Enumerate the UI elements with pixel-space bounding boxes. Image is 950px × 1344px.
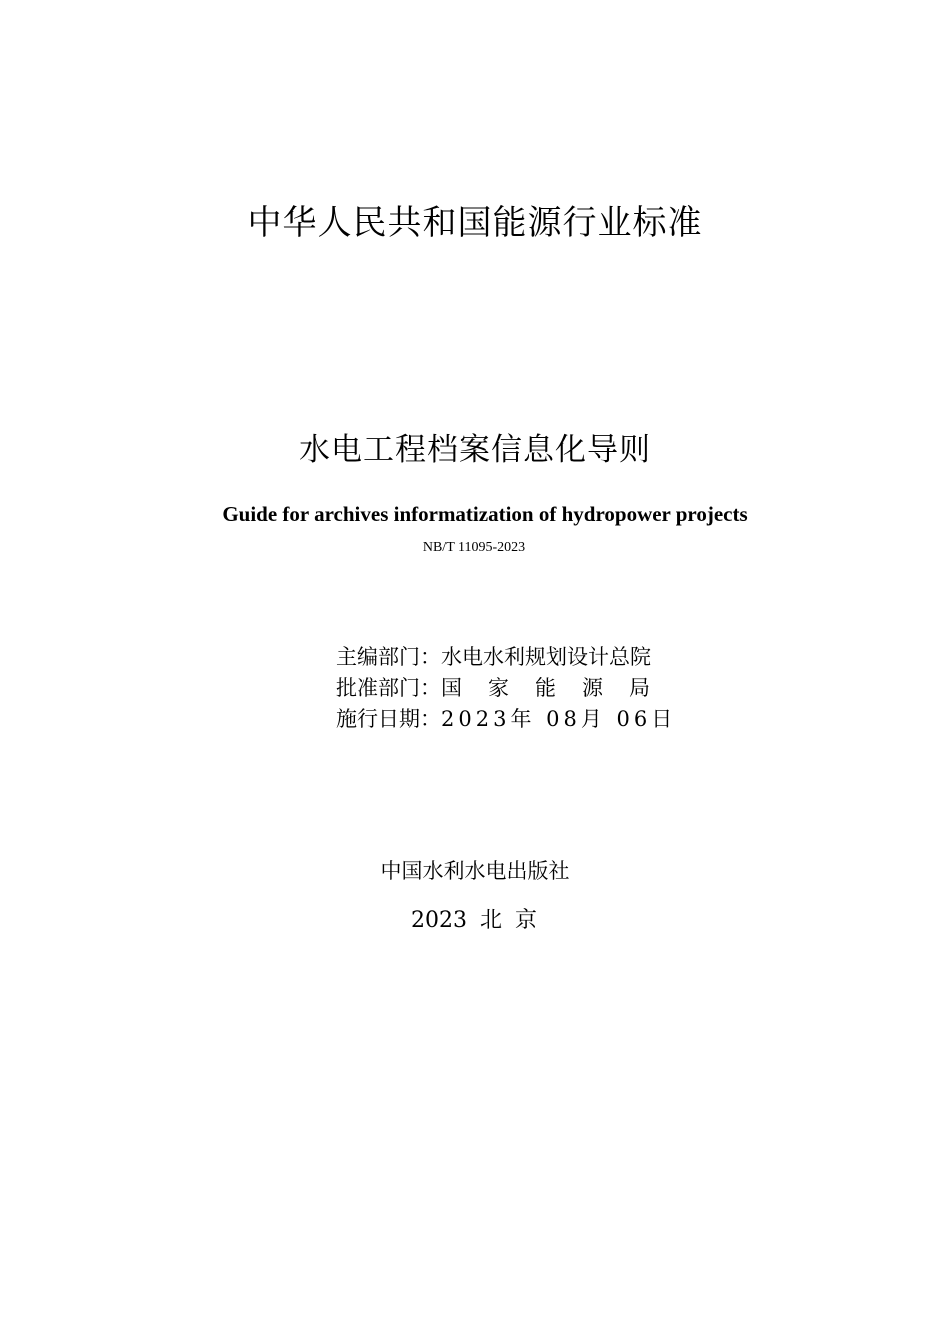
document-title-en: Guide for archives informatization of hydropower projects	[222, 502, 748, 526]
document-title-cn: 水电工程档案信息化导则	[299, 432, 651, 468]
document-number: NB/T 11095-2023	[422, 540, 526, 555]
effective-date-label: 施行日期：	[336, 707, 441, 731]
editor-label: 主编部门：	[336, 645, 441, 669]
standard-category-title: 中华人民共和国能源行业标准	[247, 203, 703, 243]
approver-label: 批准部门：	[336, 676, 441, 700]
approver-value: 国家能源局	[441, 676, 676, 700]
editor-row	[336, 642, 676, 673]
effective-date-row	[336, 704, 676, 735]
issuance-info	[336, 642, 676, 735]
publisher-name: 中国水利水电出版社	[380, 859, 570, 883]
editor-value: 水电水利规划设计总院	[441, 645, 651, 669]
publication-year-place: 2023 北 京	[411, 908, 537, 933]
effective-date-value: 2023年 08月 06日	[441, 707, 677, 731]
approver-row	[336, 673, 676, 704]
